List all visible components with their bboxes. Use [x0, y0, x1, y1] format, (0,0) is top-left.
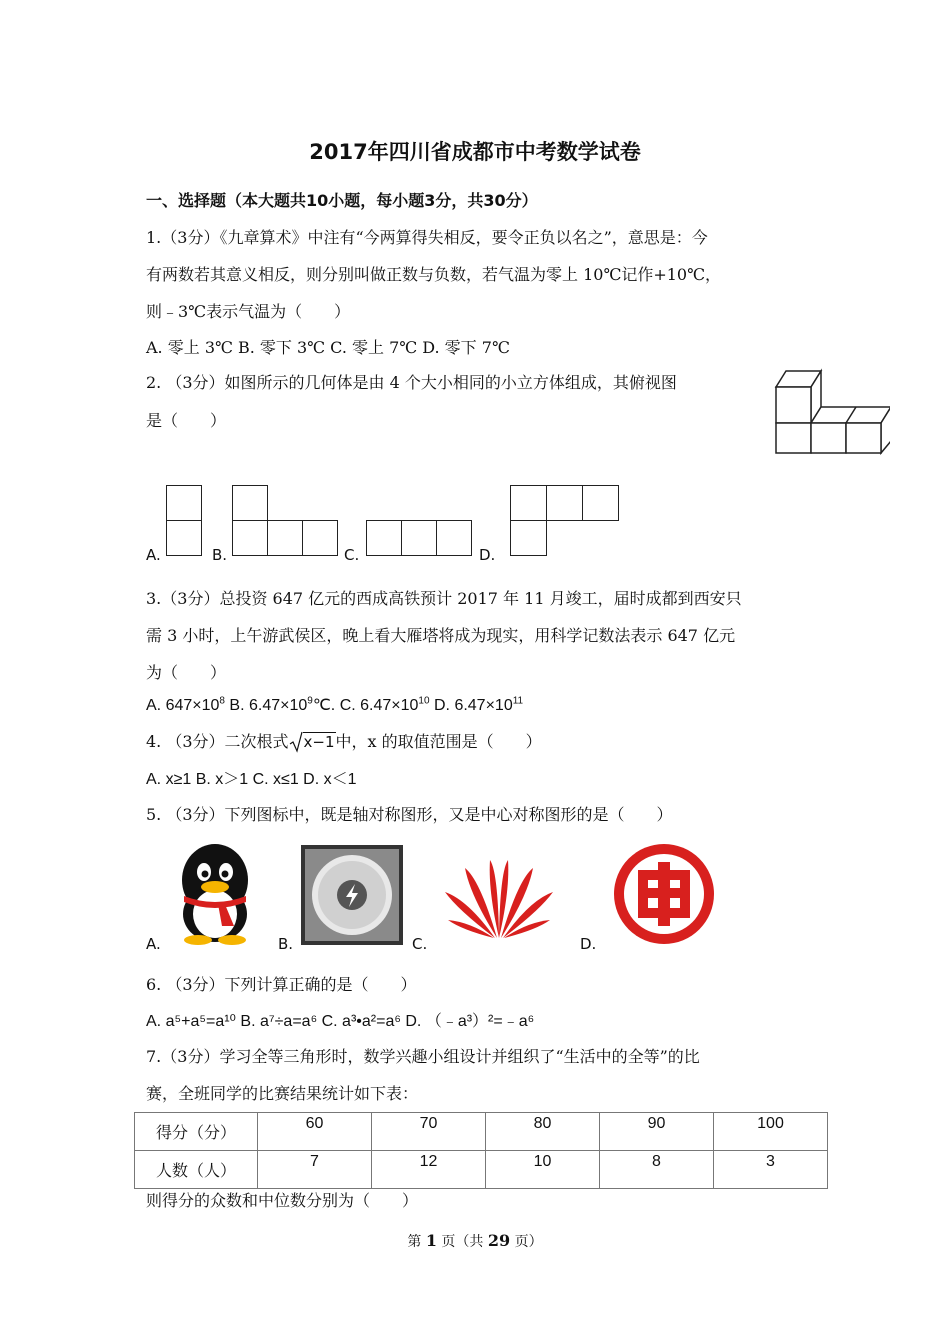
q3-option-d: D. 6.47×10: [429, 697, 513, 714]
q3-exp-c: 10: [418, 695, 430, 707]
bank-logo-icon: [612, 842, 716, 946]
section-heading: 一、选择题（本大题共10小题，每小题3分，共30分）: [146, 191, 538, 210]
q3-exp-d: 11: [512, 695, 524, 707]
footer-pre: 第: [407, 1234, 426, 1250]
q3-line3: 为（ ）: [146, 663, 227, 682]
q1-line3: 则﹣3℃表示气温为（ ）: [146, 302, 351, 321]
q2-line1: 2. （3分）如图所示的几何体是由 4 个大小相同的小立方体组成，其俯视图: [146, 373, 677, 392]
table-head-count: 人数（人）: [135, 1151, 258, 1189]
table-cell: 7: [258, 1151, 372, 1189]
table-row: [135, 1113, 828, 1151]
q4-options: A. x≥1 B. x＞1 C. x≤1 D. x＜1: [146, 771, 357, 788]
table-cell: 80: [486, 1113, 600, 1151]
q7-line1: 7.（3分）学习全等三角形时，数学兴趣小组设计并组织了“生活中的全等”的比: [146, 1047, 700, 1066]
flower-logo-icon: [440, 850, 558, 940]
q3-line1: 3.（3分）总投资 647 亿元的西成高铁预计 2017 年 11 月竣工，届时成都到西安只: [146, 589, 742, 608]
q7-line2: 赛，全班同学的比赛结果统计如下表：: [146, 1084, 419, 1103]
q3-options: A. $647\times 10^8$ B. $6.47\times 10^9℃$. C. $6.47\times 10^{10}$ D. $6.47\times 10^{11}$: [146, 695, 524, 714]
q2-label-b: B.: [212, 546, 228, 564]
table-row: [135, 1151, 828, 1189]
sqrt-radicand: x−1: [303, 733, 335, 751]
q4-line1: [146, 729, 542, 753]
table-cell: 3: [714, 1151, 828, 1189]
sqrt-expression: [289, 731, 336, 753]
footer-mid: 页（共: [436, 1234, 488, 1250]
q3-exp-b: 9: [307, 695, 313, 707]
page-footer: [0, 1231, 950, 1251]
q4-suffix: 中，x 的取值范围是（ ）: [335, 732, 542, 751]
table-cell: 60: [258, 1113, 372, 1151]
q5-label-b: B.: [278, 935, 294, 953]
q5-line1: 5. （3分）下列图标中，既是轴对称图形，又是中心对称图形的是（ ）: [146, 805, 673, 824]
q4-prefix: 4. （3分）二次根式: [146, 732, 289, 751]
table-cell: 90: [600, 1113, 714, 1151]
table-head-score: 得分（分）: [135, 1113, 258, 1151]
table-cell: 10: [486, 1151, 600, 1189]
cube-figure: [770, 365, 890, 457]
table-cell: 8: [600, 1151, 714, 1189]
q2-line2: 是（ ）: [146, 411, 227, 430]
q1-options: A. 零上 3℃ B. 零下 3℃ C. 零上 7℃ D. 零下 7℃: [146, 338, 510, 357]
q2-label-a: A.: [146, 546, 161, 564]
table-cell: 100: [714, 1113, 828, 1151]
q2-label-d: D.: [479, 546, 496, 564]
q3-option-b: B. 6.47×10: [224, 697, 308, 714]
q5-label-c: C.: [412, 935, 428, 953]
q2-label-c: C.: [344, 546, 360, 564]
q3-exp-a: 8: [219, 695, 225, 707]
q5-label-a: A.: [146, 935, 161, 953]
footer-page: 1: [425, 1231, 437, 1250]
table-cell: 12: [372, 1151, 486, 1189]
q1-line1: 1.（3分）《九章算术》中注有“今两算得失相反，要令正负以名之”，意思是：今: [146, 228, 708, 247]
footer-total: 29: [487, 1231, 511, 1250]
score-table: [134, 1112, 828, 1189]
page-title: 2017年四川省成都市中考数学试卷: [309, 140, 641, 164]
lightning-disc-icon: [300, 844, 404, 946]
penguin-icon: [170, 842, 260, 946]
sqrt-icon: [289, 731, 303, 753]
q3-option-a: A. 647×10: [146, 697, 220, 714]
q3-line2: 需 3 小时，上午游武侯区，晚上看大雁塔将成为现实，用科学记数法表示 647 亿元: [146, 626, 736, 645]
q6-line1: 6. （3分）下列计算正确的是（ ）: [146, 975, 417, 994]
q5-label-d: D.: [580, 935, 597, 953]
q6-options: A. a⁵+a⁵=a¹⁰ B. a⁷÷a=a⁶ C. a³•a²=a⁶ D. （﹣a³）²=﹣a⁶: [146, 1013, 535, 1030]
footer-post: 页）: [510, 1234, 543, 1250]
q7-line3: 则得分的众数和中位数分别为（ ）: [146, 1191, 419, 1210]
table-cell: 70: [372, 1113, 486, 1151]
q1-line2: 有两数若其意义相反，则分别叫做正数与负数，若气温为零上 10℃记作+10℃，: [146, 265, 722, 284]
q3-option-c: C. 6.47×10: [339, 697, 419, 714]
